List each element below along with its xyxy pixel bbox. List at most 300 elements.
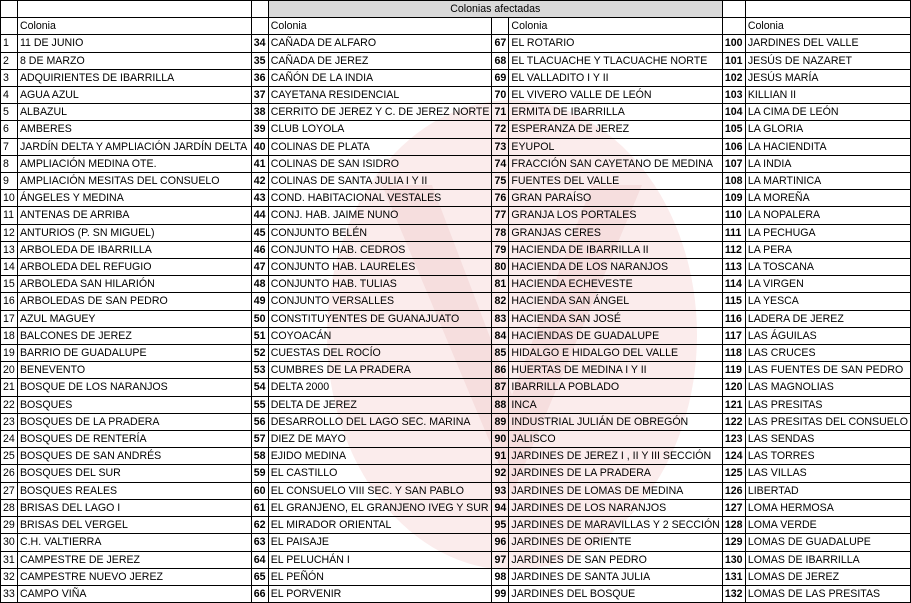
colonia-name: EL CASTILLO: [268, 465, 492, 482]
colonia-name: GRANJAS CERES: [509, 224, 722, 241]
row-number: 55: [251, 396, 268, 413]
colonia-name: COLINAS DE SAN ISIDRO: [268, 155, 492, 172]
row-number: 120: [722, 379, 745, 396]
colonia-name: HACIENDA DE IBARRILLA II: [509, 241, 722, 258]
colonia-name: CUMBRES DE LA PRADERA: [268, 362, 492, 379]
column-header-4: Colonia: [745, 18, 910, 35]
colonia-name: ARBOLEDA SAN HILARIÓN: [17, 276, 251, 293]
colonia-name: AMPLIACIÓN MESITAS DEL CONSUELO: [17, 173, 251, 190]
colonia-name: LAS ÁGUILAS: [745, 327, 910, 344]
colonia-name: BALCONES DE JEREZ: [17, 327, 251, 344]
colonia-name: EL CONSUELO VIII SEC. Y SAN PABLO: [268, 482, 492, 499]
table-row: [1, 293, 911, 310]
row-number: 14: [1, 259, 18, 276]
row-number: 98: [492, 568, 509, 585]
table-row: [1, 568, 911, 585]
colonia-name: CONJUNTO HAB. LAURELES: [268, 259, 492, 276]
row-number: 121: [722, 396, 745, 413]
row-number: 75: [492, 173, 509, 190]
row-number: 123: [722, 431, 745, 448]
row-number: 58: [251, 448, 268, 465]
row-number: 86: [492, 362, 509, 379]
colonia-name: COLINAS DE PLATA: [268, 138, 492, 155]
row-number: 76: [492, 190, 509, 207]
row-number: 36: [251, 69, 268, 86]
colonia-name: ÁNGELES Y MEDINA: [17, 190, 251, 207]
blank-cell: [492, 18, 509, 35]
colonia-name: FUENTES DEL VALLE: [509, 173, 722, 190]
table-row: [1, 499, 911, 516]
colonia-name: JARDINES DE ORIENTE: [509, 534, 722, 551]
colonia-name: LIBERTAD: [745, 482, 910, 499]
colonia-name: BOSQUES: [17, 396, 251, 413]
colonia-name: INDUSTRIAL JULIÁN DE OBREGÓN: [509, 413, 722, 430]
blank-cell: [1, 1, 18, 18]
colonia-name: LAS CRUCES: [745, 345, 910, 362]
table-row: [1, 190, 911, 207]
colonia-name: JARDINES DE JEREZ I , II Y III SECCIÓN: [509, 448, 722, 465]
row-number: 3: [1, 69, 18, 86]
row-number: 19: [1, 345, 18, 362]
table-row: [1, 104, 911, 121]
row-number: 124: [722, 448, 745, 465]
row-number: 32: [1, 568, 18, 585]
row-number: 49: [251, 293, 268, 310]
row-number: 17: [1, 310, 18, 327]
colonia-name: LOMAS DE JEREZ: [745, 568, 910, 585]
colonia-name: ERMITA DE IBARRILLA: [509, 104, 722, 121]
colonia-name: JARDINES DE SAN PEDRO: [509, 551, 722, 568]
colonia-name: COYOACÁN: [268, 327, 492, 344]
table-row: [1, 517, 911, 534]
row-number: 117: [722, 327, 745, 344]
row-number: 42: [251, 173, 268, 190]
colonia-name: LAS TORRES: [745, 448, 910, 465]
row-number: 59: [251, 465, 268, 482]
row-number: 79: [492, 241, 509, 258]
row-number: 20: [1, 362, 18, 379]
row-number: 45: [251, 224, 268, 241]
colonia-name: EL PELUCHÁN I: [268, 551, 492, 568]
row-number: 28: [1, 499, 18, 516]
blank-cell: [1, 18, 18, 35]
colonia-name: EJIDO MEDINA: [268, 448, 492, 465]
colonia-name: BRISAS DEL LAGO I: [17, 499, 251, 516]
row-number: 107: [722, 155, 745, 172]
row-number: 60: [251, 482, 268, 499]
row-number: 129: [722, 534, 745, 551]
row-number: 39: [251, 121, 268, 138]
table-row: [1, 207, 911, 224]
header-row: [1, 18, 911, 35]
row-number: 68: [492, 52, 509, 69]
table-row: [1, 448, 911, 465]
row-number: 103: [722, 87, 745, 104]
row-number: 132: [722, 585, 745, 602]
colonia-name: 8 DE MARZO: [17, 52, 251, 69]
colonia-name: LA CIMA DE LEÓN: [745, 104, 910, 121]
row-number: 106: [722, 138, 745, 155]
row-number: 43: [251, 190, 268, 207]
row-number: 35: [251, 52, 268, 69]
colonia-name: CAÑADA DE ALFARO: [268, 35, 492, 52]
colonia-name: LA YESCA: [745, 293, 910, 310]
colonia-name: BOSQUE DE LOS NARANJOS: [17, 379, 251, 396]
blank-cell: [745, 1, 910, 18]
colonia-name: LOMA VERDE: [745, 517, 910, 534]
row-number: 110: [722, 207, 745, 224]
colonia-name: JALISCO: [509, 431, 722, 448]
colonia-name: EL PORVENIR: [268, 585, 492, 602]
row-number: 109: [722, 190, 745, 207]
colonia-name: GRAN PARAÍSO: [509, 190, 722, 207]
row-number: 99: [492, 585, 509, 602]
colonia-name: JARDINES DE SANTA JULIA: [509, 568, 722, 585]
colonia-name: COLINAS DE SANTA JULIA I Y II: [268, 173, 492, 190]
row-number: 56: [251, 413, 268, 430]
colonia-name: DESARROLLO DEL LAGO SEC. MARINA: [268, 413, 492, 430]
row-number: 65: [251, 568, 268, 585]
row-number: 9: [1, 173, 18, 190]
colonia-name: HACIENDA SAN ÁNGEL: [509, 293, 722, 310]
row-number: 102: [722, 69, 745, 86]
colonia-name: HACIENDA ECHEVESTE: [509, 276, 722, 293]
colonia-name: EL GRANJENO, EL GRANJENO IVEG Y SUR: [268, 499, 492, 516]
table-row: [1, 465, 911, 482]
colonia-name: AGUA AZUL: [17, 87, 251, 104]
row-number: 119: [722, 362, 745, 379]
table-row: [1, 362, 911, 379]
table-row: [1, 431, 911, 448]
colonia-name: BARRIO DE GUADALUPE: [17, 345, 251, 362]
colonia-name: EL TLACUACHE Y TLACUACHE NORTE: [509, 52, 722, 69]
colonia-name: HACIENDA DE LOS NARANJOS: [509, 259, 722, 276]
row-number: 30: [1, 534, 18, 551]
colonia-name: LOMAS DE GUADALUPE: [745, 534, 910, 551]
colonia-name: GRANJA LOS PORTALES: [509, 207, 722, 224]
table-row: [1, 551, 911, 568]
colonia-name: JARDINES DE LOMAS DE MEDINA: [509, 482, 722, 499]
row-number: 126: [722, 482, 745, 499]
row-number: 25: [1, 448, 18, 465]
colonia-name: ADQUIRIENTES DE IBARRILLA: [17, 69, 251, 86]
table-row: [1, 35, 911, 52]
colonia-name: LA MARTINICA: [745, 173, 910, 190]
row-number: 26: [1, 465, 18, 482]
table-row: [1, 173, 911, 190]
colonia-name: CONSTITUYENTES DE GUANAJUATO: [268, 310, 492, 327]
row-number: 118: [722, 345, 745, 362]
colonia-name: C.H. VALTIERRA: [17, 534, 251, 551]
row-number: 81: [492, 276, 509, 293]
colonia-name: BOSQUES REALES: [17, 482, 251, 499]
row-number: 48: [251, 276, 268, 293]
row-number: 125: [722, 465, 745, 482]
colonia-name: ANTENAS DE ARRIBA: [17, 207, 251, 224]
row-number: 64: [251, 551, 268, 568]
table-row: [1, 259, 911, 276]
colonia-name: HIDALGO E HIDALGO DEL VALLE: [509, 345, 722, 362]
colonia-name: CONJ. HAB. JAIME NUNO: [268, 207, 492, 224]
colonia-name: EL PEÑÓN: [268, 568, 492, 585]
colonia-name: CAMPESTRE NUEVO JEREZ: [17, 568, 251, 585]
table-row: [1, 379, 911, 396]
colonia-name: CAÑÓN DE LA INDIA: [268, 69, 492, 86]
row-number: 113: [722, 259, 745, 276]
table-title: Colonias afectadas: [268, 1, 722, 18]
title-row: [1, 1, 911, 18]
colonia-name: JARDINES DEL VALLE: [745, 35, 910, 52]
colonia-name: EYUPOL: [509, 138, 722, 155]
colonia-name: LAS PRESITAS DEL CONSUELO: [745, 413, 910, 430]
colonia-name: CONJUNTO HAB. TULIAS: [268, 276, 492, 293]
row-number: 74: [492, 155, 509, 172]
table-row: [1, 69, 911, 86]
row-number: 101: [722, 52, 745, 69]
colonia-name: EL VALLADITO I Y II: [509, 69, 722, 86]
row-number: 57: [251, 431, 268, 448]
row-number: 77: [492, 207, 509, 224]
table-row: [1, 155, 911, 172]
row-number: 82: [492, 293, 509, 310]
colonia-name: AMBERES: [17, 121, 251, 138]
row-number: 95: [492, 517, 509, 534]
colonia-name: ARBOLEDA DE IBARRILLA: [17, 241, 251, 258]
row-number: 16: [1, 293, 18, 310]
colonia-name: JARDINES DE LA PRADERA: [509, 465, 722, 482]
colonia-name: BOSQUES DEL SUR: [17, 465, 251, 482]
row-number: 114: [722, 276, 745, 293]
column-header-1: Colonia: [17, 18, 251, 35]
colonia-name: CUESTAS DEL ROCÍO: [268, 345, 492, 362]
row-number: 69: [492, 69, 509, 86]
table-row: [1, 52, 911, 69]
colonia-name: AZUL MAGUEY: [17, 310, 251, 327]
colonia-name: LOMA HERMOSA: [745, 499, 910, 516]
column-header-3: Colonia: [509, 18, 722, 35]
row-number: 94: [492, 499, 509, 516]
colonia-name: LA HACIENDITA: [745, 138, 910, 155]
row-number: 97: [492, 551, 509, 568]
colonia-name: CONJUNTO VERSALLES: [268, 293, 492, 310]
blank-cell: [722, 1, 745, 18]
table-row: [1, 87, 911, 104]
row-number: 54: [251, 379, 268, 396]
row-number: 5: [1, 104, 18, 121]
colonia-name: HUERTAS DE MEDINA I Y II: [509, 362, 722, 379]
row-number: 18: [1, 327, 18, 344]
row-number: 62: [251, 517, 268, 534]
table-row: [1, 310, 911, 327]
colonia-name: LAS MAGNOLIAS: [745, 379, 910, 396]
colonia-name: ALBAZUL: [17, 104, 251, 121]
colonia-name: DELTA 2000: [268, 379, 492, 396]
table-row: [1, 585, 911, 602]
row-number: 89: [492, 413, 509, 430]
colonia-name: JESÚS MARÍA: [745, 69, 910, 86]
row-number: 100: [722, 35, 745, 52]
table-row: [1, 224, 911, 241]
row-number: 71: [492, 104, 509, 121]
colonia-name: CAMPESTRE DE JEREZ: [17, 551, 251, 568]
row-number: 21: [1, 379, 18, 396]
colonia-name: LA INDIA: [745, 155, 910, 172]
colonia-name: LA GLORIA: [745, 121, 910, 138]
row-number: 38: [251, 104, 268, 121]
row-number: 112: [722, 241, 745, 258]
table-row: [1, 121, 911, 138]
row-number: 23: [1, 413, 18, 430]
row-number: 11: [1, 207, 18, 224]
colonia-name: EL PAISAJE: [268, 534, 492, 551]
row-number: 78: [492, 224, 509, 241]
column-header-2: Colonia: [268, 18, 492, 35]
row-number: 90: [492, 431, 509, 448]
row-number: 46: [251, 241, 268, 258]
row-number: 7: [1, 138, 18, 155]
blank-cell: [251, 1, 268, 18]
row-number: 51: [251, 327, 268, 344]
table-row: [1, 345, 911, 362]
row-number: 80: [492, 259, 509, 276]
table-row: [1, 138, 911, 155]
colonia-name: JARDINES DE LOS NARANJOS: [509, 499, 722, 516]
table-row: [1, 241, 911, 258]
row-number: 34: [251, 35, 268, 52]
row-number: 85: [492, 345, 509, 362]
row-number: 27: [1, 482, 18, 499]
row-number: 15: [1, 276, 18, 293]
colonia-name: LA PERA: [745, 241, 910, 258]
row-number: 31: [1, 551, 18, 568]
colonia-name: JARDINES DEL BOSQUE: [509, 585, 722, 602]
table-row: [1, 396, 911, 413]
colonia-name: BOSQUES DE LA PRADERA: [17, 413, 251, 430]
row-number: 105: [722, 121, 745, 138]
row-number: 131: [722, 568, 745, 585]
row-number: 12: [1, 224, 18, 241]
row-number: 52: [251, 345, 268, 362]
row-number: 70: [492, 87, 509, 104]
colonia-name: ANTURIOS (P. SN MIGUEL): [17, 224, 251, 241]
row-number: 40: [251, 138, 268, 155]
row-number: 67: [492, 35, 509, 52]
row-number: 47: [251, 259, 268, 276]
colonia-name: KILLIAN II: [745, 87, 910, 104]
row-number: 83: [492, 310, 509, 327]
row-number: 6: [1, 121, 18, 138]
row-number: 122: [722, 413, 745, 430]
colonia-name: BOSQUES DE SAN ANDRÉS: [17, 448, 251, 465]
row-number: 41: [251, 155, 268, 172]
colonia-name: LOMAS DE IBARRILLA: [745, 551, 910, 568]
row-number: 92: [492, 465, 509, 482]
colonia-name: IBARRILLA POBLADO: [509, 379, 722, 396]
blank-cell: [17, 1, 251, 18]
blank-cell: [722, 18, 745, 35]
colonia-name: CAYETANA RESIDENCIAL: [268, 87, 492, 104]
colonia-name: BENEVENTO: [17, 362, 251, 379]
row-number: 50: [251, 310, 268, 327]
colonia-name: LAS FUENTES DE SAN PEDRO: [745, 362, 910, 379]
colonia-name: JARDÍN DELTA Y AMPLIACIÓN JARDÍN DELTA: [17, 138, 251, 155]
row-number: 128: [722, 517, 745, 534]
row-number: 1: [1, 35, 18, 52]
row-number: 104: [722, 104, 745, 121]
row-number: 84: [492, 327, 509, 344]
row-number: 33: [1, 585, 18, 602]
colonia-name: COND. HABITACIONAL VESTALES: [268, 190, 492, 207]
row-number: 37: [251, 87, 268, 104]
row-number: 44: [251, 207, 268, 224]
colonia-name: DIEZ DE MAYO: [268, 431, 492, 448]
colonia-name: EL MIRADOR ORIENTAL: [268, 517, 492, 534]
row-number: 87: [492, 379, 509, 396]
table-row: [1, 413, 911, 430]
colonia-name: LAS PRESITAS: [745, 396, 910, 413]
row-number: 2: [1, 52, 18, 69]
colonia-name: EL VIVERO VALLE DE LEÓN: [509, 87, 722, 104]
colonia-name: LAS SENDAS: [745, 431, 910, 448]
colonia-name: LADERA DE JEREZ: [745, 310, 910, 327]
colonia-name: LOMAS DE LAS PRESITAS: [745, 585, 910, 602]
row-number: 63: [251, 534, 268, 551]
row-number: 66: [251, 585, 268, 602]
row-number: 29: [1, 517, 18, 534]
colonia-name: HACIENDA SAN JOSÉ: [509, 310, 722, 327]
row-number: 73: [492, 138, 509, 155]
row-number: 4: [1, 87, 18, 104]
colonia-name: CONJUNTO HAB. CEDROS: [268, 241, 492, 258]
row-number: 53: [251, 362, 268, 379]
colonia-name: FRACCIÓN SAN CAYETANO DE MEDINA: [509, 155, 722, 172]
colonia-name: CERRITO DE JEREZ Y C. DE JEREZ NORTE: [268, 104, 492, 121]
colonia-name: LAS VILLAS: [745, 465, 910, 482]
row-number: 111: [722, 224, 745, 241]
colonia-name: BRISAS DEL VERGEL: [17, 517, 251, 534]
row-number: 13: [1, 241, 18, 258]
row-number: 61: [251, 499, 268, 516]
row-number: 88: [492, 396, 509, 413]
row-number: 93: [492, 482, 509, 499]
row-number: 108: [722, 173, 745, 190]
colonia-name: LA PECHUGA: [745, 224, 910, 241]
row-number: 91: [492, 448, 509, 465]
colonia-name: INCA: [509, 396, 722, 413]
table-row: [1, 327, 911, 344]
colonia-name: BOSQUES DE RENTERÍA: [17, 431, 251, 448]
colonia-name: LA TOSCANA: [745, 259, 910, 276]
colonia-name: EL ROTARIO: [509, 35, 722, 52]
row-number: 130: [722, 551, 745, 568]
colonia-name: CLUB LOYOLA: [268, 121, 492, 138]
colonia-name: ARBOLEDAS DE SAN PEDRO: [17, 293, 251, 310]
row-number: 24: [1, 431, 18, 448]
table-row: [1, 276, 911, 293]
row-number: 96: [492, 534, 509, 551]
colonia-name: LA MOREÑA: [745, 190, 910, 207]
colonia-name: ARBOLEDA DEL REFUGIO: [17, 259, 251, 276]
colonia-name: LA VIRGEN: [745, 276, 910, 293]
colonia-name: 11 DE JUNIO: [17, 35, 251, 52]
row-number: 127: [722, 499, 745, 516]
colonia-name: LA NOPALERA: [745, 207, 910, 224]
row-number: 8: [1, 155, 18, 172]
colonia-name: CONJUNTO BELÉN: [268, 224, 492, 241]
row-number: 10: [1, 190, 18, 207]
table-row: [1, 534, 911, 551]
table-row: [1, 482, 911, 499]
